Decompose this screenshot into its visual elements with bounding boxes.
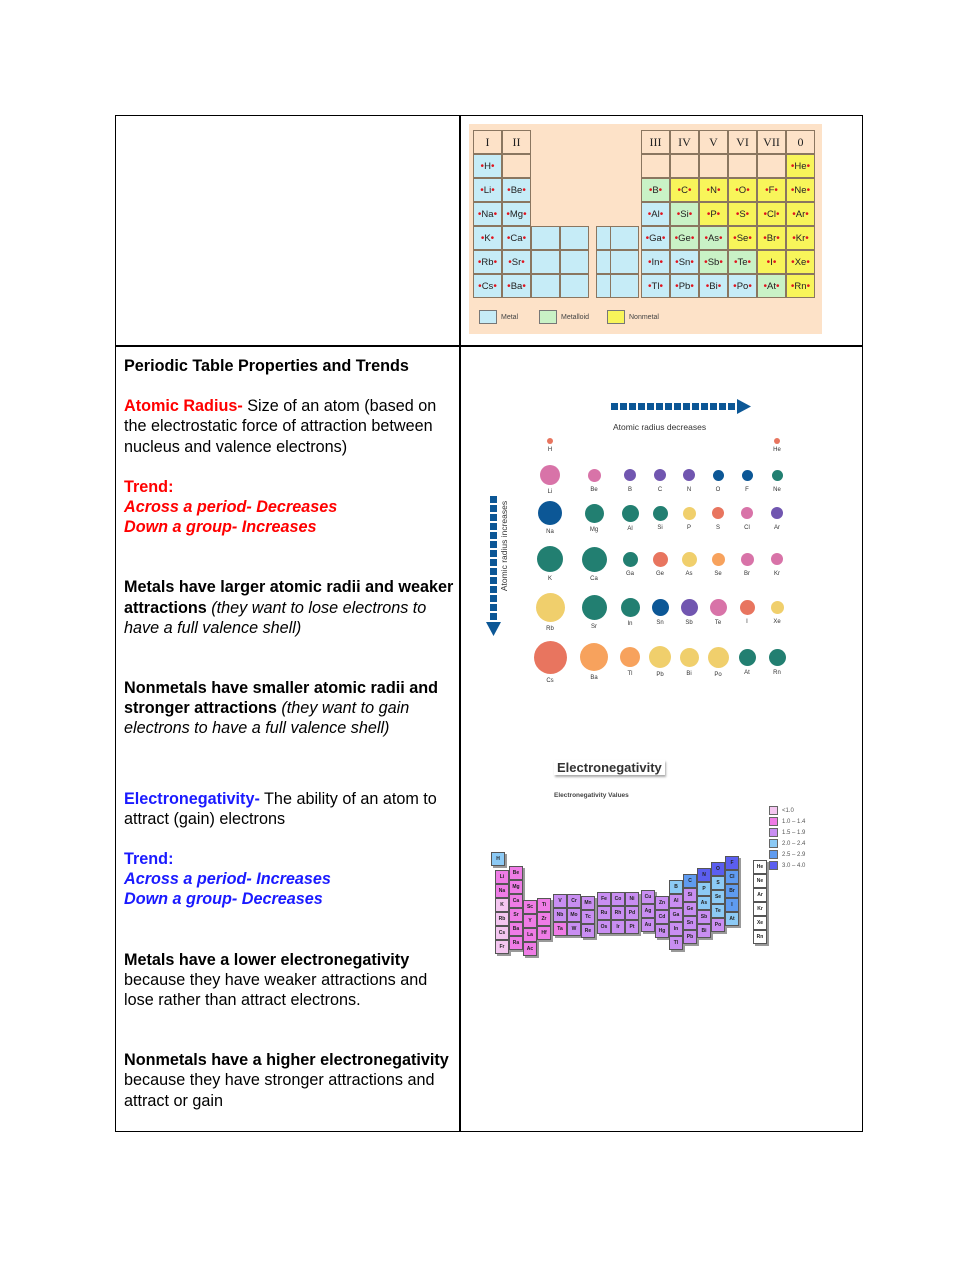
element-tile: Ta [553, 922, 567, 936]
legend-swatch [769, 828, 778, 837]
element-tile: Sc [523, 900, 537, 914]
element-cell: • Te • [728, 250, 757, 274]
element-cell: • He • [786, 154, 815, 178]
element-tile: Mo [567, 908, 581, 922]
element-tile: B [669, 880, 683, 894]
element-tile: Ba [509, 922, 523, 936]
electronegativity-title: Electronegativity [554, 760, 665, 775]
element-tile: W [567, 922, 581, 936]
element-tile: Ga [669, 908, 683, 922]
element-label: Li [547, 489, 553, 495]
element-label: At [744, 669, 750, 676]
legend-metal: Metal [479, 310, 518, 324]
atom-circle [536, 593, 565, 622]
atom-circle [653, 506, 668, 521]
element-label: Te [714, 619, 722, 626]
nonmetals-radius-italic: (they want to gain electrons to have a full valence shell) [124, 699, 410, 738]
element-cell [670, 154, 699, 178]
element-tile: Zr [537, 912, 551, 926]
legend-swatch [769, 817, 778, 826]
metals-radius-italic: (they want to lose electrons to have a full valence shell) [124, 598, 427, 637]
element-tile: Ca [509, 894, 523, 908]
element-cell: • Tl • [641, 274, 670, 298]
section-heading: Periodic Table Properties and Trends [124, 357, 409, 375]
group-header: II [502, 130, 531, 154]
element-label: Ba [590, 675, 598, 681]
metals-radius-bold: Metals have larger atomic radii and weaker attractions [124, 578, 454, 617]
element-tile: Po [711, 918, 725, 932]
ar-trend-group: Down a group- Increases [124, 518, 317, 537]
element-tile: Hg [655, 924, 669, 938]
element-label: Ca [590, 575, 598, 582]
nonmetals-en-bold: Nonmetals have a higher electronegativity [124, 1051, 449, 1070]
element-cell: • Ne • [786, 178, 815, 202]
element-label: H [547, 447, 553, 453]
element-tile: P [697, 882, 711, 896]
element-label: Se [714, 571, 722, 577]
element-tile: Rn [753, 930, 767, 944]
element-tile: Kr [753, 902, 767, 916]
element-tile: Fe [597, 892, 611, 906]
atom-circle [623, 552, 638, 567]
atom-circle [588, 469, 601, 482]
atom-circle [624, 469, 636, 481]
row-divider [116, 345, 862, 347]
electronegativity-subtitle: Electronegativity Values [554, 792, 629, 799]
element-tile: F [725, 856, 739, 870]
element-tile: At [725, 912, 739, 926]
atom-circle [742, 470, 753, 481]
element-label: He [773, 447, 781, 453]
atom-circle [582, 547, 607, 572]
atom-circle [537, 546, 563, 572]
element-cell: • F • [757, 178, 786, 202]
element-cell: • C • [670, 178, 699, 202]
element-tile: Zn [655, 896, 669, 910]
element-cell: • Br • [757, 226, 786, 250]
atom-circle [708, 647, 729, 668]
element-cell: • Mg • [502, 202, 531, 226]
element-cell: • S • [728, 202, 757, 226]
element-tile: Se [711, 890, 725, 904]
legend-nonmetal: Nonmetal [607, 310, 659, 324]
electronegativity-table-image [491, 756, 831, 952]
x-axis-title: Atomic radius decreases [613, 422, 707, 432]
element-tile: In [669, 922, 683, 936]
atom-circle [712, 553, 725, 566]
element-tile: Si [683, 888, 697, 902]
nonmetals-radius-bold: Nonmetals have smaller atomic radii and stronger attractions [124, 679, 438, 718]
legend-swatch [769, 861, 778, 870]
element-tile: Ne [753, 874, 767, 888]
element-cell: • Ga • [641, 226, 670, 250]
element-tile: Ni [625, 892, 639, 906]
element-cell: • Xe • [786, 250, 815, 274]
atom-circle [653, 552, 668, 567]
element-label: F [745, 487, 749, 493]
atom-circle [585, 504, 604, 523]
element-label: Tl [627, 671, 633, 677]
element-tile: I [725, 898, 739, 912]
element-label: Cs [546, 677, 554, 684]
element-cell: • K • [473, 226, 502, 250]
element-tile: Cu [641, 890, 655, 904]
element-cell [699, 154, 728, 178]
element-cell [641, 154, 670, 178]
element-tile: Re [581, 924, 595, 938]
ar-trend-period: Across a period- Decreases [124, 498, 338, 517]
element-cell: • Sr • [502, 250, 531, 274]
group-header: I [473, 130, 502, 154]
element-tile: Hf [537, 926, 551, 940]
en-trend-label: Trend: [124, 850, 174, 869]
element-cell: • Ar • [786, 202, 815, 226]
element-tile: Tl [669, 936, 683, 950]
element-cell: • Al • [641, 202, 670, 226]
transition-cell [560, 250, 589, 274]
metals-en-rest: because they have weaker attractions and lose rather than attract electrons. [124, 970, 428, 1010]
element-cell: • Po • [728, 274, 757, 298]
atom-circle [652, 599, 669, 616]
legend-label: 3.0 – 4.0 [782, 862, 806, 869]
element-label: Si [657, 525, 663, 531]
element-cell: • B • [641, 178, 670, 202]
element-label: Cl [744, 525, 750, 531]
transition-cell [560, 274, 589, 298]
atom-circle [741, 553, 754, 566]
element-tile: Bi [697, 924, 711, 938]
element-tile: Pd [625, 906, 639, 920]
element-cell: • Pb • [670, 274, 699, 298]
arrow-right-icon [611, 399, 751, 415]
atom-circle [713, 470, 724, 481]
legend-entry [769, 838, 805, 849]
element-cell: • N • [699, 178, 728, 202]
element-tile: Ra [509, 936, 523, 950]
transition-cell [531, 250, 560, 274]
element-cell: • In • [641, 250, 670, 274]
element-label: Xe [773, 619, 781, 625]
element-cell: • Rn • [786, 274, 815, 298]
legend-label: 1.0 – 1.4 [782, 818, 806, 825]
element-tile: Rh [611, 906, 625, 920]
transition-cell [610, 226, 639, 250]
group-header: V [699, 130, 728, 154]
atom-circle [582, 595, 607, 620]
atom-circle [620, 647, 640, 667]
element-tile: Pt [625, 920, 639, 934]
transition-cell [531, 274, 560, 298]
element-tile: Ti [537, 898, 551, 912]
element-tile: Tc [581, 910, 595, 924]
element-tile: Be [509, 866, 523, 880]
element-label: I [746, 619, 748, 625]
atom-circle [774, 438, 780, 444]
element-tile: Te [711, 904, 725, 918]
element-tile: He [753, 860, 767, 874]
element-label: Rb [546, 625, 554, 632]
atom-circle [771, 553, 783, 565]
element-cell: • Cl • [757, 202, 786, 226]
atom-circle [680, 648, 699, 667]
atom-circle [683, 507, 696, 520]
element-tile: Os [597, 920, 611, 934]
metals-en-bold: Metals have a lower electronegativity [124, 950, 410, 969]
element-label: Rn [773, 669, 781, 676]
element-label: N [686, 487, 692, 493]
element-label: Al [627, 525, 633, 532]
element-tile: Br [725, 884, 739, 898]
legend-metalloid: Metalloid [539, 310, 589, 324]
element-tile: La [523, 928, 537, 942]
transition-cell [610, 274, 639, 298]
element-tile: Cs [495, 926, 509, 940]
group-header: VI [728, 130, 757, 154]
legend-label: <1.0 [782, 807, 794, 814]
atom-circle [772, 470, 783, 481]
element-label: Pb [656, 672, 664, 678]
atom-circle [681, 599, 698, 616]
legend-entry [769, 816, 805, 827]
atom-circle [710, 599, 727, 616]
element-label: Ge [655, 571, 664, 577]
atom-circle [622, 505, 639, 522]
element-label: S [715, 525, 720, 531]
element-tile: K [495, 898, 509, 912]
element-cell: • Rb • [473, 250, 502, 274]
element-cell: • Si • [670, 202, 699, 226]
element-tile: Cr [567, 894, 581, 908]
element-label: Be [590, 487, 598, 493]
element-label: P [686, 525, 691, 531]
atom-circle [712, 507, 724, 519]
element-tile: Na [495, 884, 509, 898]
electronegativity-term: Electronegativity- [124, 789, 260, 808]
element-tile: Al [669, 894, 683, 908]
element-cell: • Ge • [670, 226, 699, 250]
element-label: Na [546, 529, 554, 535]
element-tile: Mn [581, 896, 595, 910]
element-label: Ne [773, 487, 781, 493]
element-tile: Xe [753, 916, 767, 930]
element-cell [728, 154, 757, 178]
element-label: K [547, 576, 552, 582]
element-tile: Y [523, 914, 537, 928]
element-tile: Ge [683, 902, 697, 916]
element-cell: • Se • [728, 226, 757, 250]
element-cell: • H • [473, 154, 502, 178]
element-cell [502, 154, 531, 178]
element-tile: Sn [683, 916, 697, 930]
element-label: Br [744, 571, 750, 577]
transition-cell [560, 226, 589, 250]
element-cell: • I • [757, 250, 786, 274]
metals-radius-note [124, 577, 454, 638]
element-tile: N [697, 868, 711, 882]
atomic-radius-trend-image [476, 391, 816, 691]
legend-label: 2.5 – 2.9 [782, 851, 806, 858]
atom-circle [739, 649, 756, 666]
element-tile: Mg [509, 880, 523, 894]
element-tile: V [553, 894, 567, 908]
element-tile: S [711, 876, 725, 890]
element-label: Sr [591, 623, 597, 630]
atom-circle [649, 646, 671, 668]
element-tile: Pb [683, 930, 697, 944]
element-cell: • Sn • [670, 250, 699, 274]
element-tile: Ac [523, 942, 537, 956]
element-tile: Au [641, 918, 655, 932]
y-axis-title: Atomic radius increases [499, 500, 509, 592]
atom-circle [683, 469, 695, 481]
valence-electron-periodic-table-image [469, 124, 822, 334]
transition-cell [531, 226, 560, 250]
element-tile: Ag [641, 904, 655, 918]
element-cell [757, 154, 786, 178]
element-tile: Nb [553, 908, 567, 922]
atom-circle [682, 552, 697, 567]
element-label: Mg [589, 526, 599, 533]
element-cell: • O • [728, 178, 757, 202]
group-header: 0 [786, 130, 815, 154]
atom-circle [741, 507, 753, 519]
legend-label: 1.5 – 1.9 [782, 829, 806, 836]
element-tile: C [683, 874, 697, 888]
element-cell: • At • [757, 274, 786, 298]
element-tile: H [491, 852, 505, 866]
element-cell: • Be • [502, 178, 531, 202]
element-cell: • Ca • [502, 226, 531, 250]
atom-circle [771, 601, 784, 614]
electronegativity-definition [124, 789, 454, 829]
ar-trend-label: Trend: [124, 477, 174, 496]
element-label: Sn [656, 619, 664, 626]
atom-circle [547, 438, 553, 444]
atom-circle [540, 465, 560, 485]
atomic-radius-term: Atomic Radius- [124, 397, 243, 416]
element-label: Sb [685, 619, 693, 626]
group-header: III [641, 130, 670, 154]
element-cell: • Na • [473, 202, 502, 226]
legend-swatch [769, 850, 778, 859]
legend-entry [769, 849, 805, 860]
element-cell: • Sb • [699, 250, 728, 274]
element-cell: • As • [699, 226, 728, 250]
atomic-radius-definition [124, 396, 454, 457]
element-label: O [715, 487, 721, 493]
atom-circle [538, 501, 562, 525]
atom-circle [534, 641, 567, 674]
element-tile: Fr [495, 940, 509, 954]
element-label: Bi [686, 670, 692, 677]
element-cell: • Cs • [473, 274, 502, 298]
legend-entry [769, 805, 805, 816]
content-table [115, 115, 863, 1132]
electronegativity-legend [769, 805, 805, 871]
element-cell: • Ba • [502, 274, 531, 298]
element-tile: Ar [753, 888, 767, 902]
en-trend-group: Down a group- Decreases [124, 890, 323, 909]
element-cell: • Li • [473, 178, 502, 202]
legend-entry [769, 827, 805, 838]
element-tile: Sr [509, 908, 523, 922]
legend-entry [769, 860, 805, 871]
nonmetals-en-note [124, 1050, 454, 1111]
notes-column [124, 356, 454, 1111]
element-label: In [627, 620, 633, 627]
group-header: VII [757, 130, 786, 154]
en-trend-period: Across a period- Increases [124, 870, 331, 889]
metals-en-note [124, 950, 454, 1011]
atom-circle [771, 507, 783, 519]
transition-cell [610, 250, 639, 274]
legend-label: 2.0 – 2.4 [782, 840, 806, 847]
element-cell: • Kr • [786, 226, 815, 250]
element-tile: Sb [697, 910, 711, 924]
atom-circle [654, 469, 666, 481]
element-cell: • P • [699, 202, 728, 226]
atom-circle [621, 598, 640, 617]
element-label: B [627, 487, 632, 493]
legend-swatch [769, 839, 778, 848]
atom-circle [580, 643, 608, 671]
element-label: Ga [625, 571, 634, 577]
atom-circle [769, 649, 786, 666]
nonmetals-radius-note [124, 678, 454, 739]
group-header: IV [670, 130, 699, 154]
element-label: Po [714, 671, 722, 678]
element-tile: As [697, 896, 711, 910]
element-tile: Co [611, 892, 625, 906]
element-tile: Cl [725, 870, 739, 884]
atom-circle [740, 600, 755, 615]
element-tile: Rb [495, 912, 509, 926]
element-cell: • Bi • [699, 274, 728, 298]
electronegativity-def-text: The ability of an atom to attract (gain) electrons [124, 789, 437, 828]
nonmetals-en-rest: because they have stronger attractions and attract or gain [124, 1071, 435, 1110]
element-tile: Ru [597, 906, 611, 920]
element-label: Kr [774, 571, 780, 577]
atomic-radius-def-text: Size of an atom (based on the electrostatic force of attraction between nucleus and valence electrons) [124, 397, 437, 456]
element-label: Ar [774, 525, 780, 531]
element-tile: Cd [655, 910, 669, 924]
column-divider [459, 116, 461, 1131]
legend-swatch [769, 806, 778, 815]
element-tile: Li [495, 870, 509, 884]
element-tile: Ir [611, 920, 625, 934]
element-label: C [657, 487, 663, 493]
element-label: As [685, 571, 693, 577]
element-tile: O [711, 862, 725, 876]
